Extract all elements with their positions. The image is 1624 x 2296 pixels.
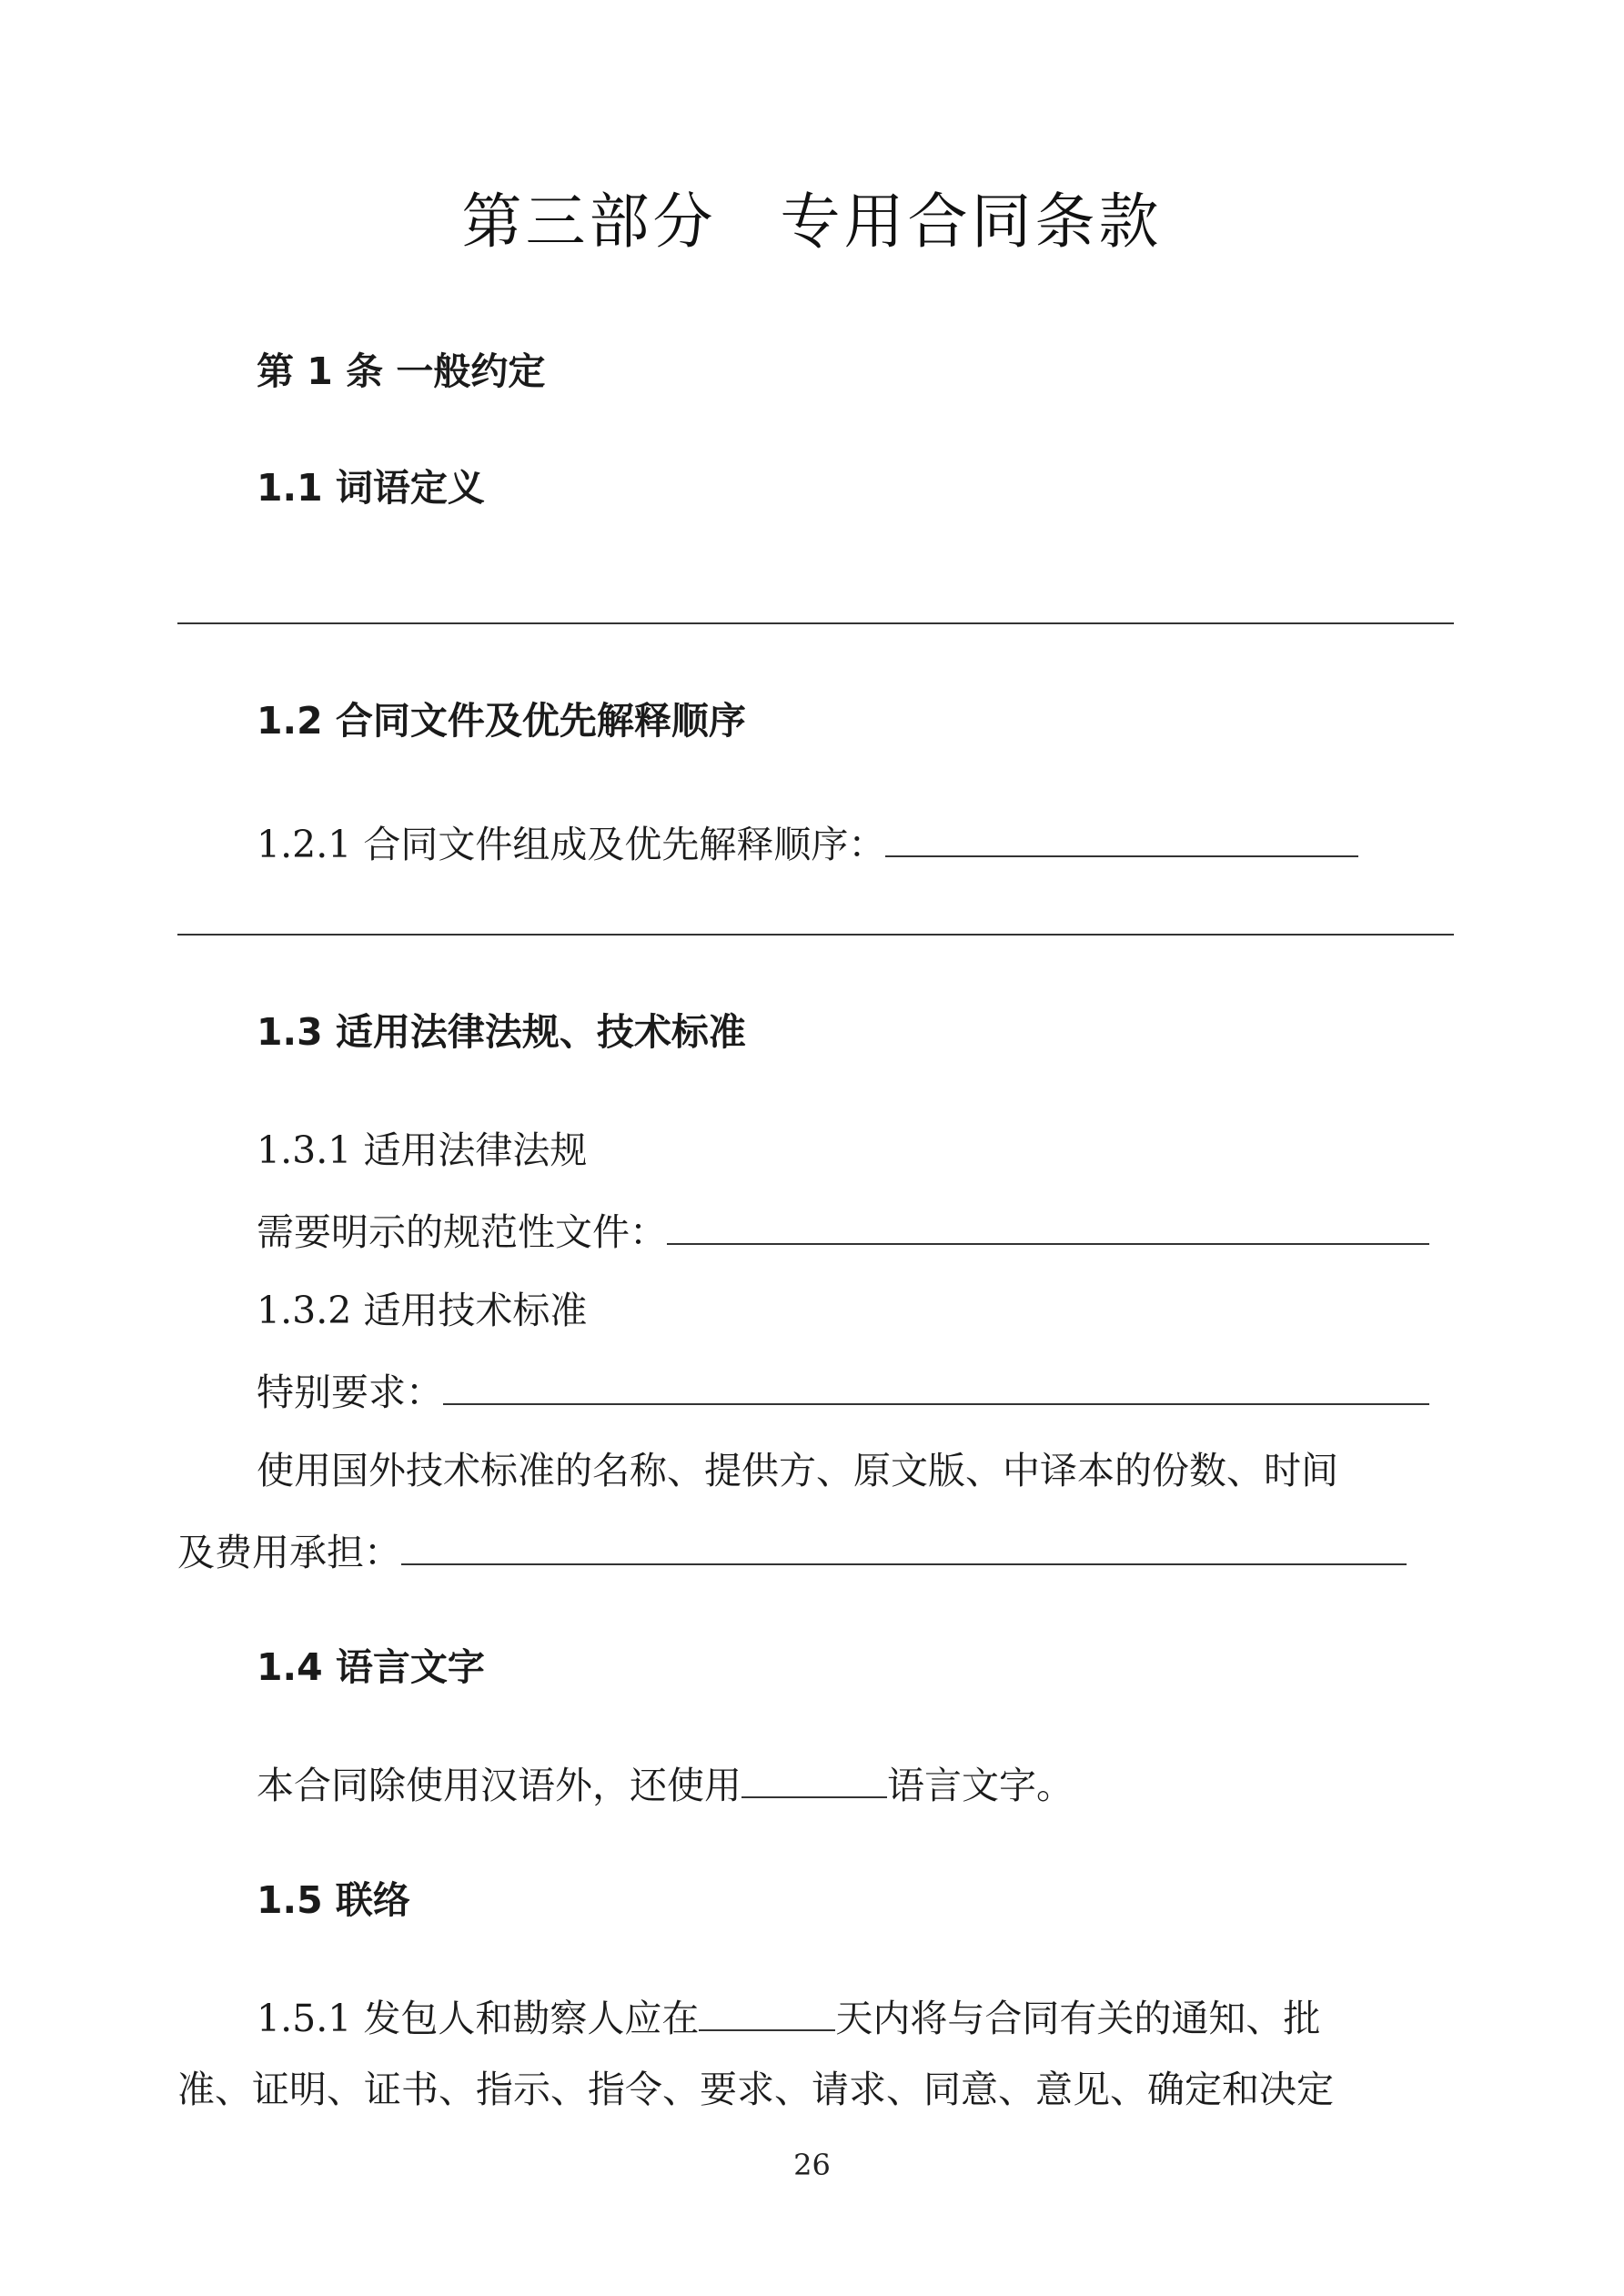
- item-1-3-2: 1.3.2 适用技术标准: [257, 1289, 588, 1332]
- language-sentence-after: 语言文字。: [887, 1764, 1074, 1807]
- foreign-standards-line-2: [177, 1523, 1407, 1580]
- fill-in-blank-normative-docs[interactable]: [667, 1203, 1429, 1245]
- item-1-2-1-label: 1.2.1 合同文件组成及优先解释顺序：: [257, 823, 886, 866]
- item-1-2-1: [257, 815, 1358, 872]
- item-1-5-1-before: 1.5.1 发包人和勘察人应在: [257, 1997, 700, 2040]
- article-1-heading: 第 1 条 一般约定: [257, 349, 546, 393]
- page-number: 26: [793, 2148, 831, 2182]
- special-requirements-label: 特别要求：: [257, 1371, 443, 1414]
- item-1-3-1: 1.3.1 适用法律法规: [257, 1128, 588, 1172]
- normative-docs-line: [257, 1203, 1429, 1259]
- section-1-5-heading: 1.5 联络: [257, 1878, 410, 1922]
- item-1-5-1-line-2: 准、证明、证书、指示、指令、要求、请求、同意、意见、确定和决定: [177, 2068, 1334, 2111]
- fill-in-blank-special-requirements[interactable]: [443, 1363, 1429, 1405]
- fill-in-blank-language[interactable]: [741, 1756, 887, 1798]
- section-1-2-heading: 1.2 合同文件及优先解释顺序: [257, 699, 746, 743]
- fill-in-blank-days[interactable]: [699, 1989, 835, 2031]
- section-1-1-heading: 1.1 词语定义: [257, 466, 485, 510]
- fill-in-blank-contract-docs[interactable]: [885, 815, 1358, 857]
- section-1-4-heading: 1.4 语言文字: [257, 1645, 485, 1689]
- item-1-5-1-line-1: [257, 1989, 1320, 2046]
- language-sentence-before: 本合同除使用汉语外，还使用: [257, 1764, 741, 1807]
- special-requirements-line: [257, 1363, 1429, 1420]
- fill-in-blank-foreign-standards[interactable]: [401, 1523, 1407, 1565]
- language-sentence: [257, 1756, 1074, 1813]
- fill-in-blank-definitions[interactable]: [177, 622, 1454, 624]
- normative-docs-label: 需要明示的规范性文件：: [257, 1210, 667, 1254]
- page-title: 第三部分 专用合同条款: [461, 187, 1163, 257]
- foreign-standards-label: 及费用承担：: [177, 1531, 401, 1574]
- fill-in-blank-contract-docs-continued[interactable]: [177, 934, 1454, 936]
- foreign-standards-line-1: 使用国外技术标准的名称、提供方、原文版、中译本的份数、时间: [257, 1449, 1338, 1492]
- section-1-3-heading: 1.3 适用法律法规、技术标准: [257, 1010, 746, 1054]
- item-1-5-1-after: 天内将与合同有关的通知、批: [835, 1997, 1321, 2040]
